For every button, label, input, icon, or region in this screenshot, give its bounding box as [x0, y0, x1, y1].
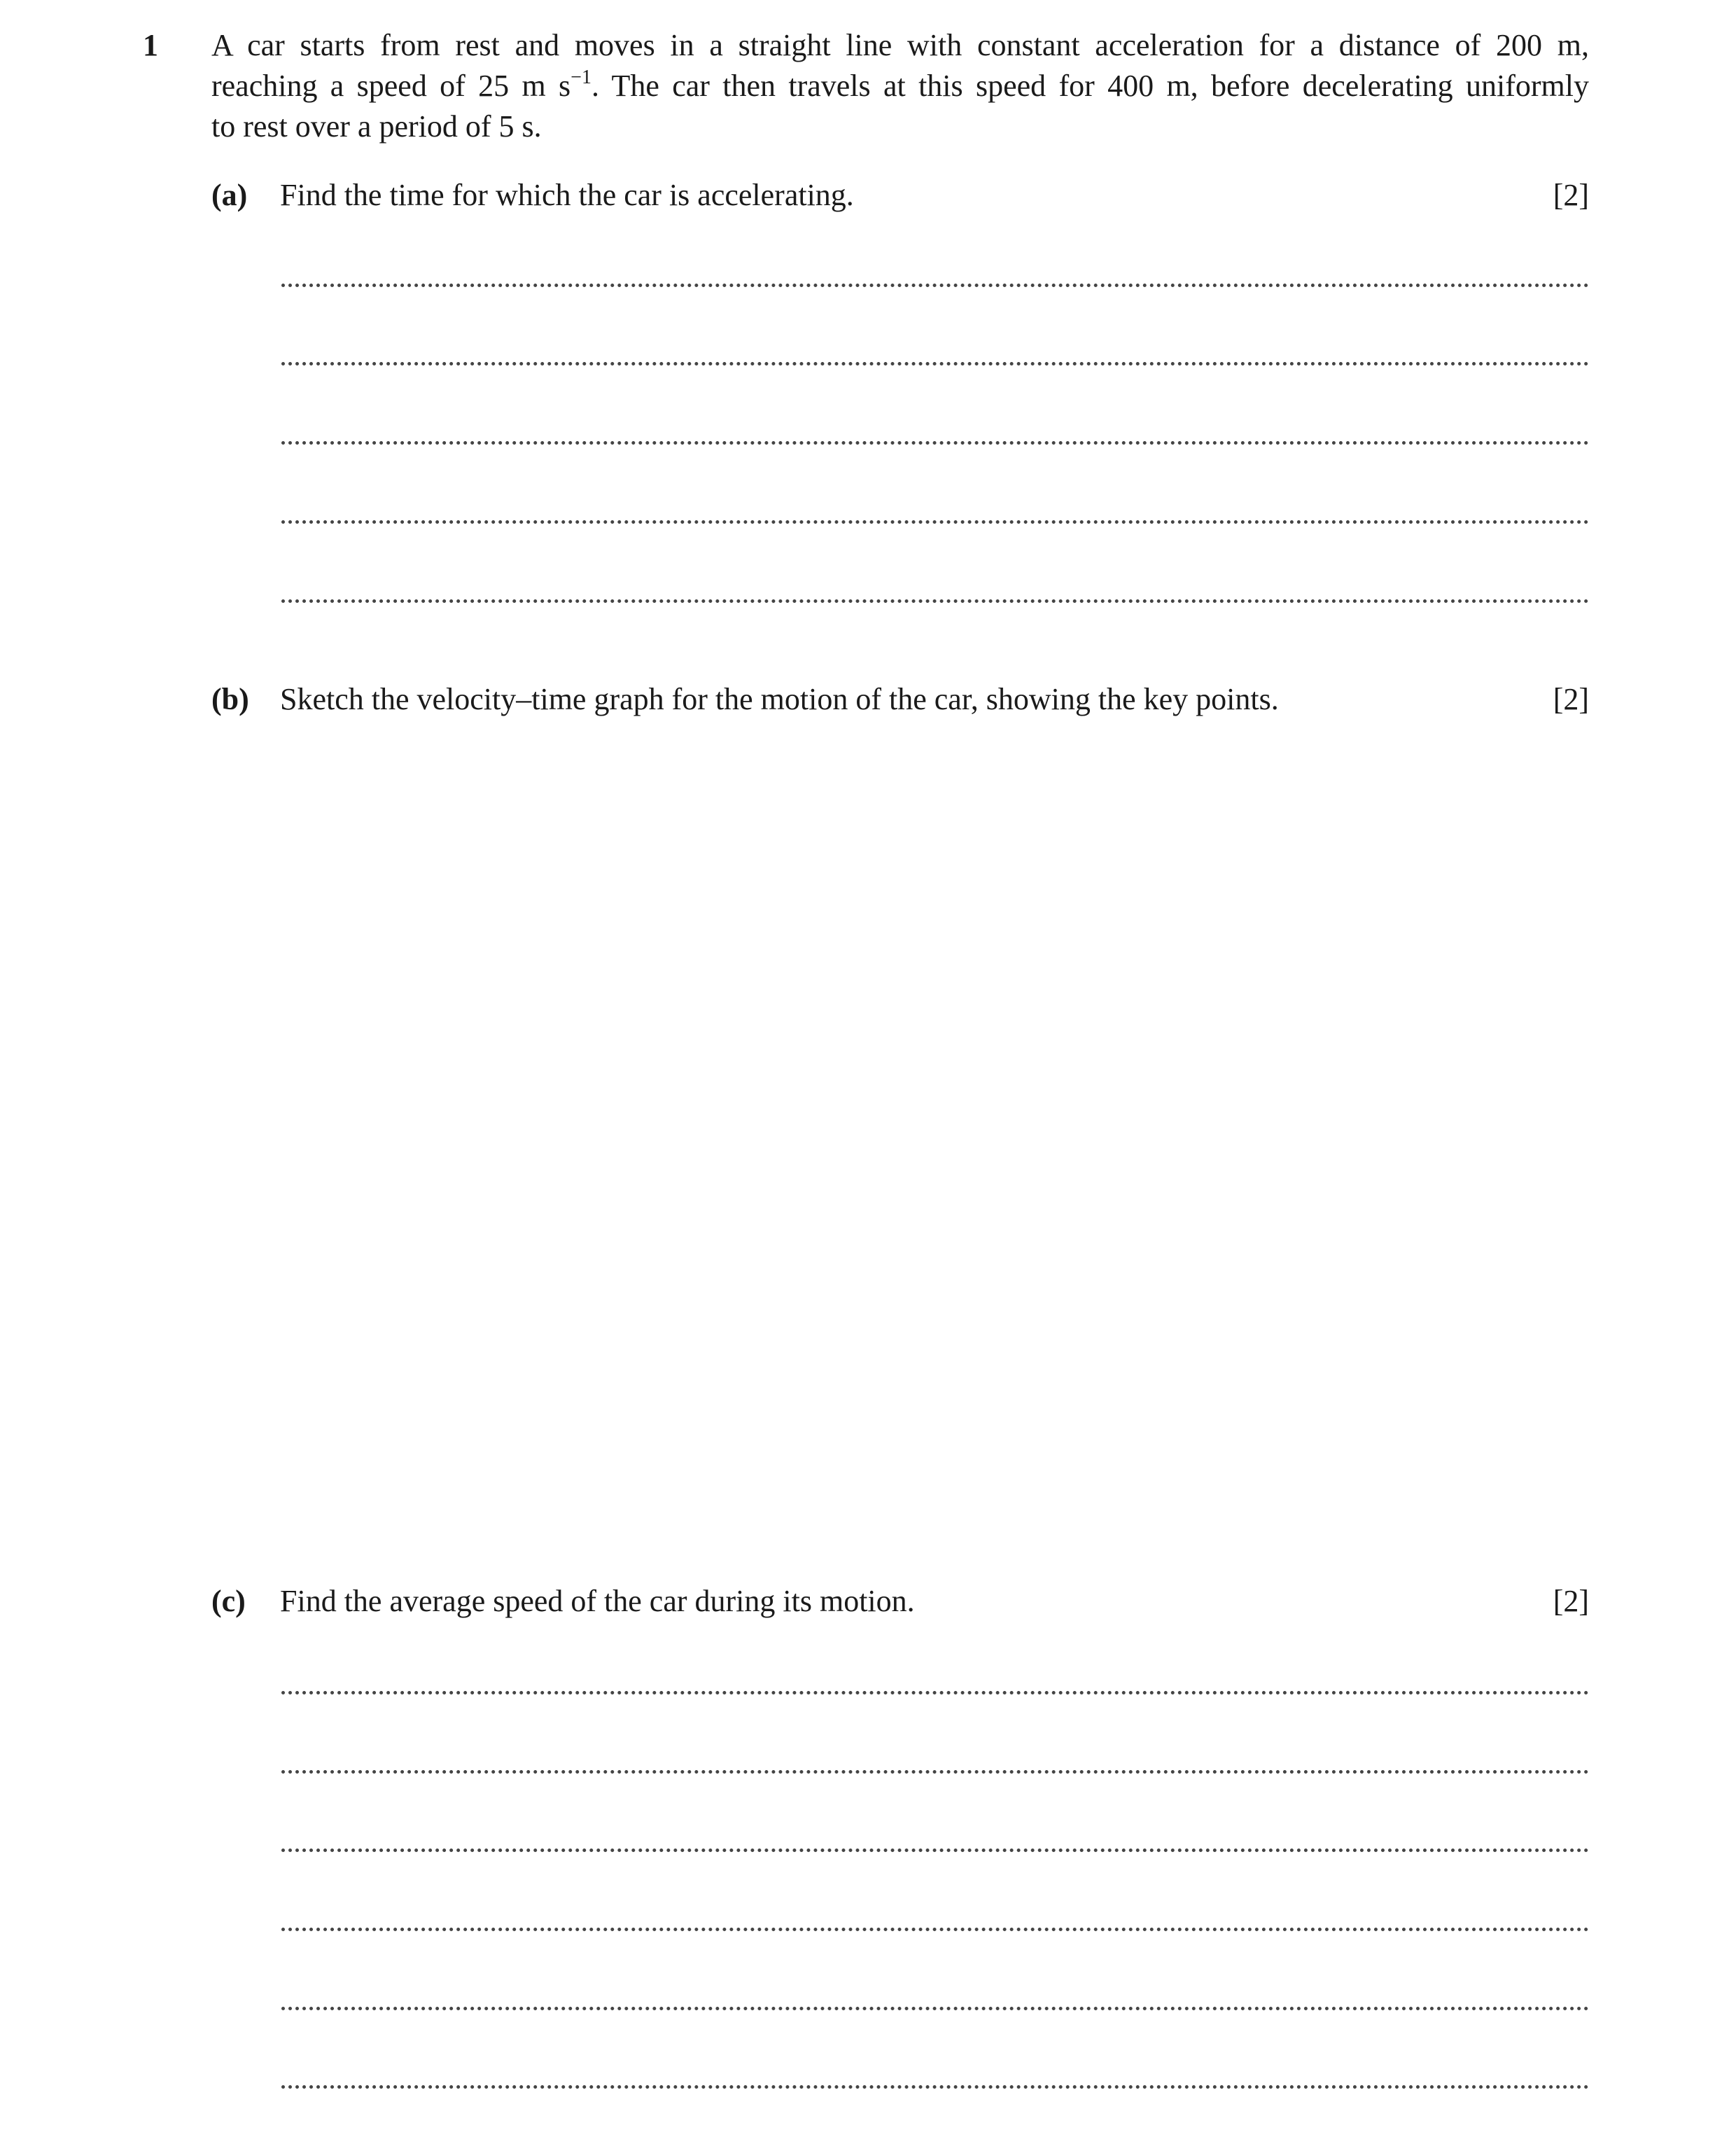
answer-line-c-2[interactable] — [281, 1770, 1589, 1774]
answer-line-c-6[interactable] — [281, 2085, 1589, 2089]
part-a — [211, 175, 1589, 216]
part-b-text: Sketch the velocity–time graph for the motion of the car, showing the key points. — [280, 682, 1279, 716]
stem-line-3: to rest over a period of 5 s. — [211, 109, 542, 144]
answer-line-c-3[interactable] — [281, 1849, 1589, 1852]
part-c-marks: [2] — [1553, 1584, 1589, 1618]
part-c-text: Find the average speed of the car during its motion. — [280, 1584, 915, 1618]
stem-line-2 — [211, 66, 1589, 106]
answer-line-c-4[interactable] — [281, 1928, 1589, 1931]
part-c — [211, 1581, 1589, 1622]
stem-line-1: A car starts from rest and moves in a straight line with constant acceleration for a distance of 200 m, — [211, 28, 1589, 62]
answer-line-a-5[interactable] — [281, 599, 1589, 603]
part-a-label: (a) — [211, 178, 248, 212]
answer-line-a-1[interactable] — [281, 284, 1589, 287]
part-b — [211, 679, 1589, 720]
answer-line-a-4[interactable] — [281, 520, 1589, 524]
unit-exponent: −1 — [570, 66, 592, 88]
part-b-marks: [2] — [1553, 682, 1589, 716]
answer-line-c-1[interactable] — [281, 1691, 1589, 1694]
answer-line-c-5[interactable] — [281, 2007, 1589, 2010]
stem-line-2-start: reaching a speed of 25 m s — [211, 69, 571, 103]
sketch-answer-space[interactable] — [281, 749, 1589, 1561]
answer-line-a-2[interactable] — [281, 362, 1589, 366]
part-a-marks: [2] — [1553, 178, 1589, 212]
part-a-text: Find the time for which the car is accelerating. — [280, 178, 854, 212]
part-c-label: (c) — [211, 1584, 246, 1618]
stem-line-2-end: . The car then travels at this speed for 400 m, before decelerating uniformly — [591, 69, 1589, 103]
answer-line-a-3[interactable] — [281, 441, 1589, 445]
question-stem — [211, 25, 1589, 147]
part-b-label: (b) — [211, 682, 249, 716]
question-number: 1 — [143, 28, 158, 62]
